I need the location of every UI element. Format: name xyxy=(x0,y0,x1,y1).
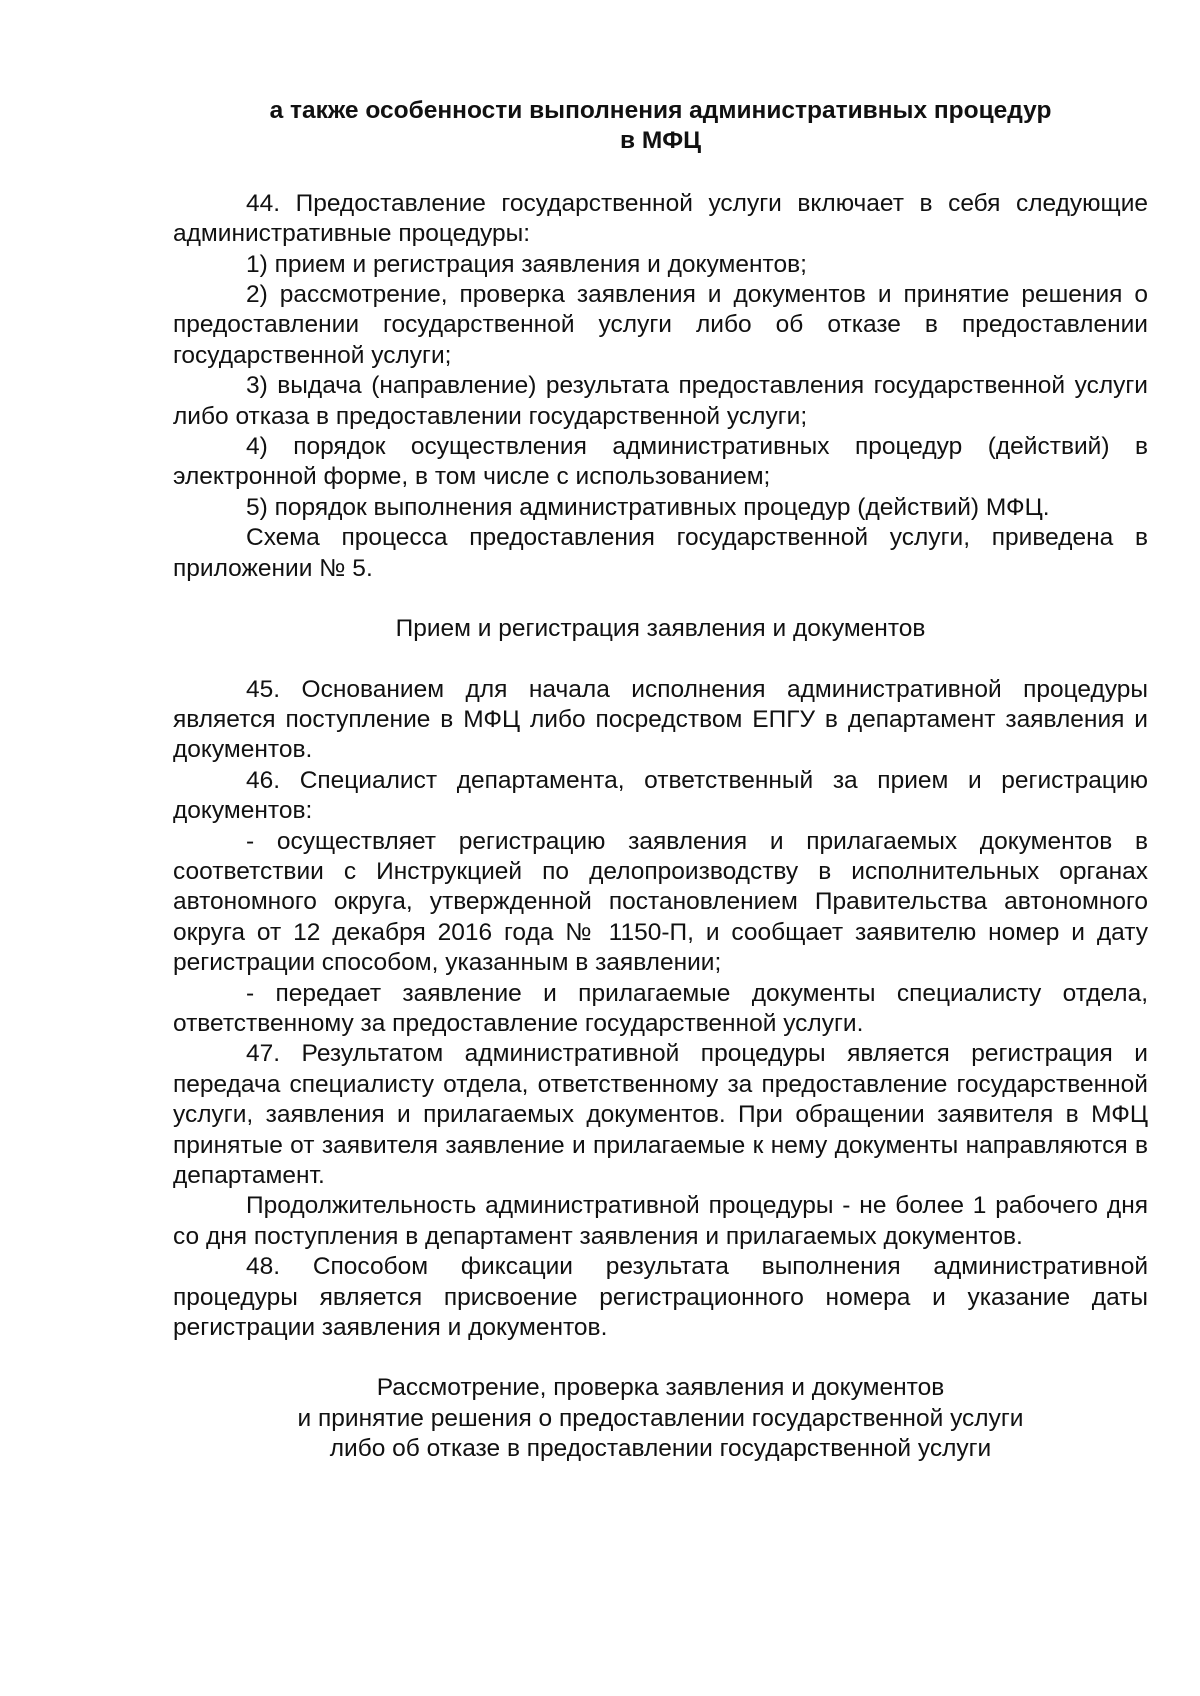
section-3-heading-line-2: и принятие решения о предоставлении государственной услуги xyxy=(297,1404,1024,1432)
paragraph-45: 45. Основанием для начала исполнения административной процедуры является поступление в МФЦ либо посредством ЕПГУ в департамент заявления и документов. xyxy=(173,675,1148,764)
section-3-heading-line-3: либо об отказе в предоставлении государственной услуги xyxy=(329,1435,992,1463)
section-title-line-1: а также особенности выполнения административных процедур xyxy=(269,97,1052,124)
list-item-1: 1) прием и регистрация заявления и документов; xyxy=(246,250,807,278)
paragraph-46-item-1: - осуществляет регистрацию заявления и прилагаемых документов в соответствии с Инструкцией по делопроизводству в исполнительных органах автономного округа, утвержденной постановлением Правительства автономного округа от 12 декабря 2016 года № 1150-П, и сообщает заявителю номер и дату регистрации способом, указанным в заявлении; xyxy=(173,827,1148,977)
list-item-2: 2) рассмотрение, проверка заявления и документов и принятие решения о предоставлении государственной услуги либо об отказе в предоставлении государственной услуги; xyxy=(173,281,1148,369)
section-1 xyxy=(173,189,1148,584)
paragraph-46-item-2: - передает заявление и прилагаемые документы специалисту отдела, ответственному за предоставление государственной услуги. xyxy=(173,979,1148,1037)
paragraph-47: 47. Результатом административной процедуры является регистрация и передача специалисту отдела, ответственному за предоставление государственной услуги, заявления и прилагаемых документов. При обращении заявителя в МФЦ принятые от заявителя заявление и прилагаемые к нему документы направляются в департамент. xyxy=(173,1040,1148,1189)
paragraph-46: 46. Специалист департамента, ответственный за прием и регистрацию документов: xyxy=(173,766,1148,825)
section-3-heading-line-1: Рассмотрение, проверка заявления и документов xyxy=(376,1374,945,1402)
paragraph-44: 44. Предоставление государственной услуги включает в себя следующие административные процедуры: xyxy=(173,189,1148,248)
section-2 xyxy=(173,675,1148,1344)
section-title xyxy=(173,96,1148,157)
list-item-3: 3) выдача (направление) результата предоставления государственной услуги либо отказа в предоставлении государственной услуги; xyxy=(173,372,1148,430)
section-title-line-2: в МФЦ xyxy=(619,127,702,155)
document-body xyxy=(173,96,1148,1465)
section-3-heading xyxy=(173,1373,1148,1464)
list-item-5: 5) порядок выполнения административных процедур (действий) МФЦ. xyxy=(246,493,1050,521)
paragraph-48: 48. Способом фиксации результата выполнения административной процедуры является присвоение регистрационного номера и указание даты регистрации заявления и документов. xyxy=(173,1253,1148,1342)
list-item-4: 4) порядок осуществления административных процедур (действий) в электронной форме, в том числе с использованием; xyxy=(173,433,1148,491)
section-2-heading: Прием и регистрация заявления и документов xyxy=(395,615,926,643)
paragraph-duration: Продолжительность административной процедуры - не более 1 рабочего дня со дня поступления в департамент заявления и прилагаемых документов. xyxy=(173,1192,1148,1250)
scheme-note: Схема процесса предоставления государственной услуги, приведена в приложении № 5. xyxy=(173,524,1148,582)
